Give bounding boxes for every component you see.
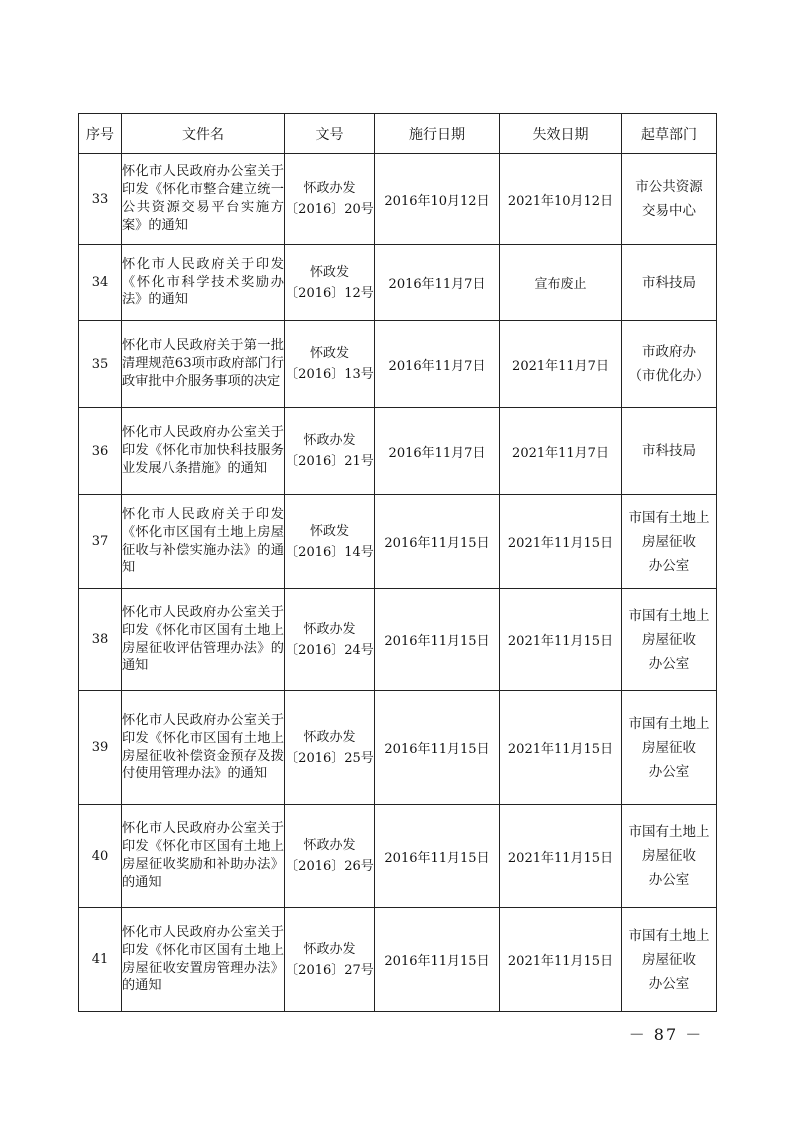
dept-line: 市科技局 (642, 274, 696, 291)
table-row (79, 589, 717, 691)
row-serial: 37 (79, 495, 122, 589)
row-expiry-date: 2021年10月12日 (500, 154, 622, 245)
doc-number-line: 怀政发 (309, 523, 349, 539)
doc-number-line: 〔2016〕25号 (285, 750, 374, 766)
page-number: － 87 － (628, 1025, 704, 1044)
row-doc-number (285, 589, 375, 691)
dept-line: 房屋征收 (642, 848, 696, 864)
row-doc-number (285, 154, 375, 245)
row-doc-number (285, 408, 375, 495)
dept-line: 房屋征收 (642, 631, 696, 648)
table-row (79, 908, 717, 1012)
dept-line: 市国有土地上 (628, 607, 710, 624)
doc-number-line: 〔2016〕27号 (285, 962, 374, 978)
dept-line: 市国有土地上 (628, 715, 710, 732)
table-row (79, 321, 717, 408)
header-doc-number: 文号 (285, 114, 375, 154)
row-serial: 36 (79, 408, 122, 495)
dept-line: 房屋征收 (642, 951, 696, 968)
dept-line: 办公室 (648, 763, 690, 780)
doc-number-line: 怀政办发 (303, 621, 356, 637)
row-drafting-dept (622, 245, 717, 321)
row-drafting-dept (622, 908, 717, 1012)
row-serial: 34 (79, 245, 122, 321)
row-file-name: 怀化市人民政府关于印发《怀化市科学技术奖励办法》的通知 (122, 245, 285, 321)
table-row (79, 691, 717, 805)
row-doc-number (285, 691, 375, 805)
row-expiry-date: 2021年11月15日 (500, 589, 622, 691)
table-row (79, 245, 717, 321)
doc-number-line: 〔2016〕21号 (285, 454, 374, 469)
row-effective-date: 2016年10月12日 (375, 154, 500, 245)
doc-number-line: 〔2016〕13号 (285, 367, 374, 382)
dept-line: 办公室 (648, 872, 690, 888)
header-file-name: 文件名 (122, 114, 285, 154)
row-effective-date: 2016年11月15日 (375, 691, 500, 805)
doc-number-line: 怀政办发 (303, 941, 356, 957)
table-row (79, 154, 717, 245)
row-serial: 38 (79, 589, 122, 691)
dept-line: 市国有土地上 (628, 927, 710, 944)
row-expiry-date: 宣布废止 (500, 245, 622, 321)
row-expiry-date: 2021年11月15日 (500, 495, 622, 589)
row-effective-date: 2016年11月7日 (375, 321, 500, 408)
row-expiry-date: 2021年11月15日 (500, 805, 622, 908)
doc-number-line: 怀政办发 (303, 729, 356, 745)
row-effective-date: 2016年11月15日 (375, 589, 500, 691)
doc-number-line: 怀政办发 (303, 181, 356, 196)
row-doc-number (285, 805, 375, 908)
row-effective-date: 2016年11月7日 (375, 245, 500, 321)
row-effective-date: 2016年11月15日 (375, 805, 500, 908)
row-file-name: 怀化市人民政府办公室关于印发《怀化市区国有土地上房屋征收奖励和补助办法》的通知 (122, 805, 285, 908)
row-file-name: 怀化市人民政府办公室关于印发《怀化市加快科技服务业发展八条措施》的通知 (122, 408, 285, 495)
dept-line: 市公共资源 (635, 179, 703, 195)
row-drafting-dept (622, 805, 717, 908)
header-expiry-date: 失效日期 (500, 114, 622, 154)
document-table (78, 113, 717, 1012)
header-drafting-dept: 起草部门 (622, 114, 717, 154)
dept-line: 办公室 (648, 557, 690, 574)
header-effective-date: 施行日期 (375, 114, 500, 154)
row-file-name: 怀化市人民政府办公室关于印发《怀化市整合建立统一公共资源交易平台实施方案》的通知 (122, 154, 285, 245)
row-drafting-dept (622, 154, 717, 245)
row-doc-number (285, 908, 375, 1012)
doc-number-line: 〔2016〕26号 (285, 859, 374, 874)
header-serial: 序号 (79, 114, 122, 154)
row-drafting-dept (622, 589, 717, 691)
dept-line: 市国有土地上 (628, 509, 710, 526)
row-doc-number (285, 495, 375, 589)
dept-line: 办公室 (648, 975, 690, 992)
table-row (79, 805, 717, 908)
row-expiry-date: 2021年11月15日 (500, 691, 622, 805)
row-drafting-dept (622, 495, 717, 589)
row-serial: 40 (79, 805, 122, 908)
row-doc-number (285, 245, 375, 321)
row-drafting-dept (622, 408, 717, 495)
row-effective-date: 2016年11月15日 (375, 908, 500, 1012)
row-expiry-date: 2021年11月7日 (500, 321, 622, 408)
table-row (79, 408, 717, 495)
dept-line: 房屋征收 (642, 533, 696, 550)
row-effective-date: 2016年11月7日 (375, 408, 500, 495)
doc-number-line: 〔2016〕12号 (285, 285, 374, 301)
row-file-name: 怀化市人民政府办公室关于印发《怀化市区国有土地上房屋征收补偿资金预存及拨付使用管理办法》的通知 (122, 691, 285, 805)
row-serial: 35 (79, 321, 122, 408)
doc-number-line: 怀政发 (309, 264, 349, 280)
doc-number-line: 〔2016〕24号 (285, 642, 374, 658)
dept-line: 交易中心 (642, 203, 696, 219)
row-file-name: 怀化市人民政府办公室关于印发《怀化市区国有土地上房屋征收评估管理办法》的通知 (122, 589, 285, 691)
row-expiry-date: 2021年11月15日 (500, 908, 622, 1012)
dept-line: 市政府办 (642, 344, 696, 360)
row-drafting-dept (622, 321, 717, 408)
row-effective-date: 2016年11月15日 (375, 495, 500, 589)
dept-line: 市科技局 (642, 443, 696, 459)
dept-line: 办公室 (648, 655, 690, 672)
doc-number-line: 怀政发 (309, 346, 349, 361)
doc-number-line: 〔2016〕20号 (285, 202, 374, 217)
row-doc-number (285, 321, 375, 408)
row-file-name: 怀化市人民政府关于印发《怀化市区国有土地上房屋征收与补偿实施办法》的通知 (122, 495, 285, 589)
doc-number-line: 〔2016〕14号 (285, 544, 374, 560)
row-serial: 41 (79, 908, 122, 1012)
row-file-name: 怀化市人民政府办公室关于印发《怀化市区国有土地上房屋征收安置房管理办法》的通知 (122, 908, 285, 1012)
row-serial: 33 (79, 154, 122, 245)
doc-number-line: 怀政办发 (303, 433, 356, 448)
row-serial: 39 (79, 691, 122, 805)
row-drafting-dept (622, 691, 717, 805)
table-header-row (79, 114, 717, 154)
row-file-name: 怀化市人民政府关于第一批清理规范63项市政府部门行政审批中介服务事项的决定 (122, 321, 285, 408)
dept-line: （市优化办） (628, 368, 710, 384)
dept-line: 房屋征收 (642, 739, 696, 756)
dept-line: 市国有土地上 (628, 824, 710, 840)
row-expiry-date: 2021年11月7日 (500, 408, 622, 495)
table-row (79, 495, 717, 589)
doc-number-line: 怀政办发 (303, 838, 356, 853)
